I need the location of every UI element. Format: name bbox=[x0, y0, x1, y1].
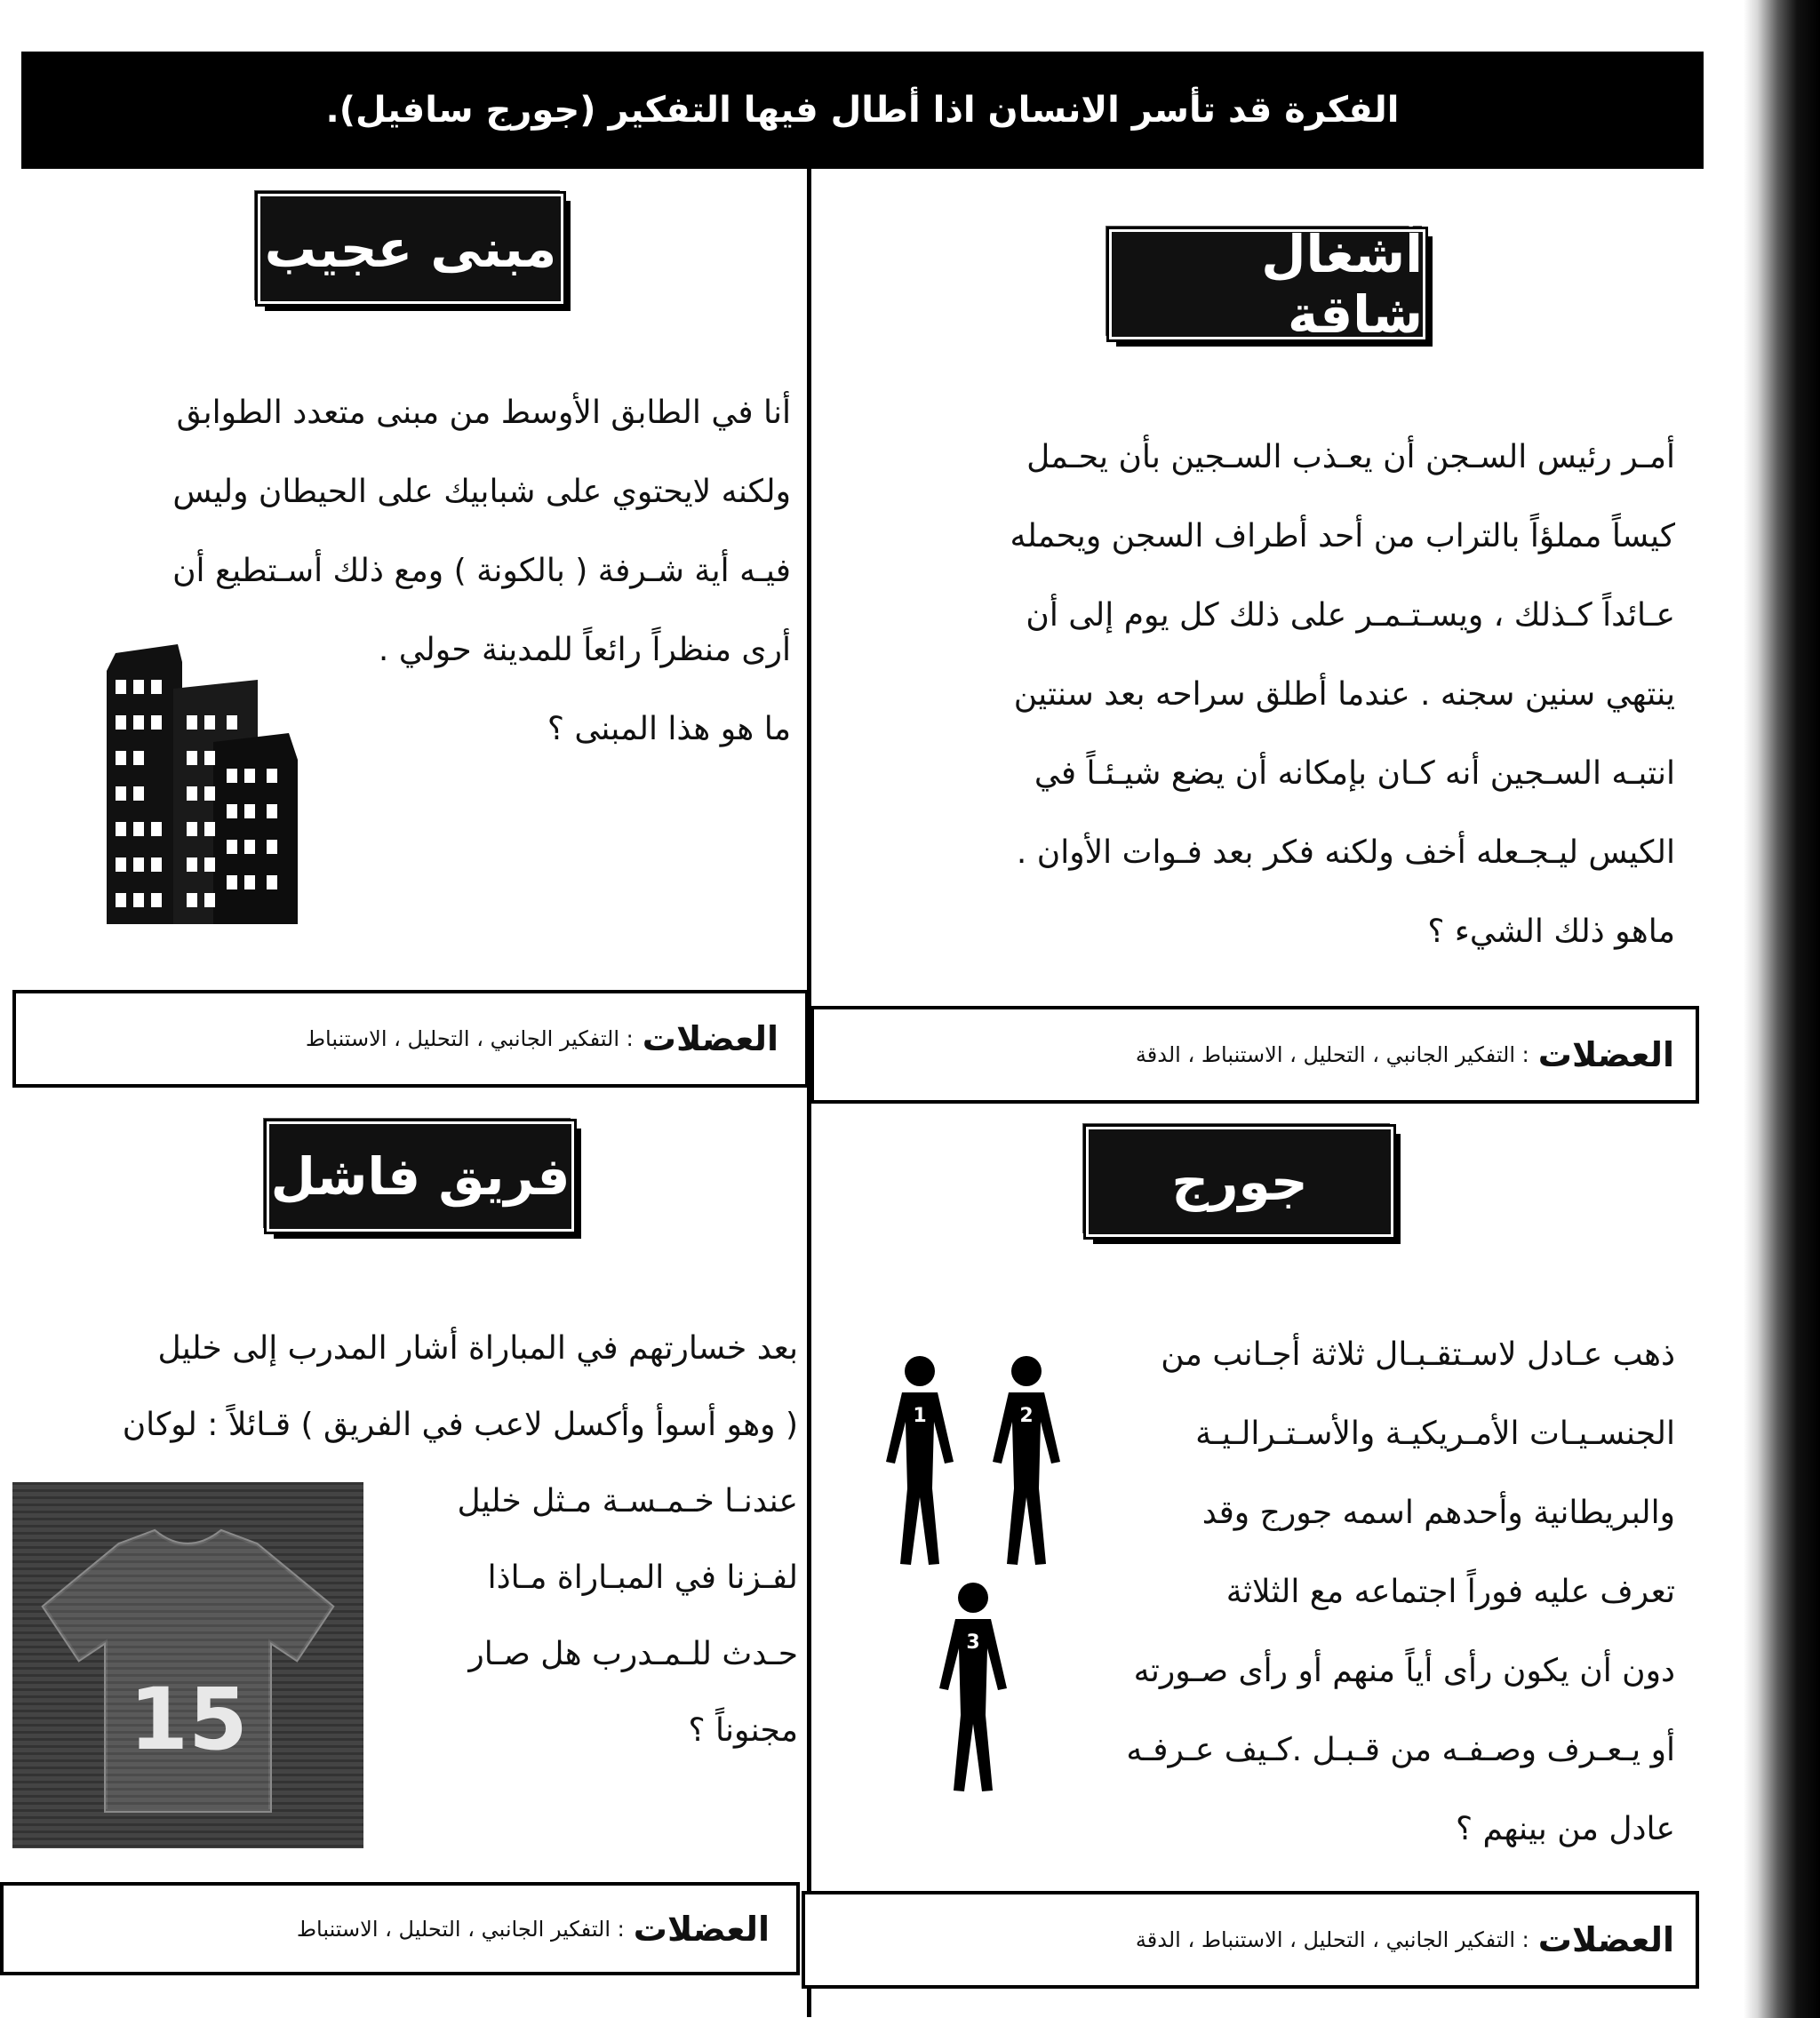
puzzle-line: فيـه أية شـرفة ( بالكونة ) ومع ذلك أسـتطيع أن bbox=[172, 553, 791, 589]
puzzle-line: بعد خسارتهم في المباراة أشار المدرب إلى خليل bbox=[157, 1330, 798, 1367]
puzzle-line: ولكنه لايحتوي على شبابيك على الحيطان وليس bbox=[172, 474, 791, 510]
puzzle-line: دون أن يكون رأى أياً منهم أو رأى صـورته bbox=[1133, 1653, 1675, 1689]
person-figures-icon bbox=[875, 1355, 1115, 1799]
puzzle-title-text: أشغال شاقة bbox=[1261, 224, 1423, 345]
puzzle-line: أنا في الطابق الأوسط من مبنى متعدد الطوابق bbox=[176, 395, 791, 431]
puzzle-line: ماهو ذلك الشيء ؟ bbox=[1427, 913, 1675, 950]
puzzle-line: لفـزنا في المبـاراة مـاذا bbox=[487, 1559, 798, 1596]
muscles-box-1 bbox=[810, 1006, 1699, 1104]
puzzle-text-1 bbox=[853, 418, 1675, 971]
puzzle-line: أرى منظراً رائعاً للمدينة حولي . bbox=[378, 632, 791, 668]
puzzle-line: والبريطانية وأحدهم اسمه جورج وقد bbox=[1201, 1495, 1675, 1531]
puzzle-title-text: فريق فاشل bbox=[270, 1146, 571, 1207]
muscles-label: العضلات bbox=[1537, 1920, 1674, 1959]
muscles-label: العضلات bbox=[642, 1019, 778, 1058]
muscles-label: العضلات bbox=[1537, 1035, 1674, 1074]
puzzle-line: ذهب عـادل لاسـتقـبـال ثلاثة أجـانب من bbox=[1161, 1336, 1675, 1373]
quote-text: الفكرة قد تأسر الانسان اذا أطال فيها التفكير (جورج سافيل). bbox=[325, 90, 1400, 131]
puzzle-line: كيساً مملؤاً بالتراب من أحد أطراف السجن ويحمله bbox=[1010, 518, 1675, 554]
puzzle-text-3 bbox=[1053, 1315, 1675, 1869]
puzzle-line: الكيس ليـجـعله أخف ولكنه فكر بعد فـوات الأوان . bbox=[1016, 834, 1675, 871]
figure-number: 2 bbox=[1019, 1405, 1034, 1427]
puzzle-line: ( وهو أسوأ وأكسل لاعب في الفريق ) قـائلاً : لوكان bbox=[122, 1407, 798, 1443]
figure-number: 3 bbox=[966, 1631, 980, 1654]
puzzle-line: ينتهي سنين سجنه . عندما أطلق سراحه بعد سنتين bbox=[1013, 676, 1675, 713]
muscles-box-2 bbox=[12, 990, 809, 1088]
puzzle-line: تعرف عليه فوراً اجتماعه مع الثلاثة bbox=[1225, 1574, 1675, 1610]
muscles-box-3 bbox=[802, 1891, 1699, 1989]
muscles-value: : التفكير الجانبي ، التحليل ، الاستنباط ، الدقة bbox=[1135, 1927, 1529, 1952]
puzzle-line: حـدث للـمـدرب هل صـار bbox=[468, 1636, 798, 1672]
right-edge-shadow bbox=[1744, 0, 1820, 2018]
puzzle-line: ما هو هذا المبنى ؟ bbox=[547, 711, 791, 747]
puzzle-line: أو يـعـرف وصـفـه من قـبـل .كـيف عـرفـه bbox=[1126, 1732, 1675, 1768]
puzzle-title-1 bbox=[1109, 224, 1425, 345]
puzzle-title-2 bbox=[258, 194, 563, 304]
puzzle-line: انتبـه السـجين أنه كـان بإمكانه أن يضع شيـئـاً في bbox=[1034, 755, 1675, 792]
figure-number: 1 bbox=[913, 1405, 927, 1427]
muscles-value: : التفكير الجانبي ، التحليل ، الاستنباط ، الدقة bbox=[1135, 1042, 1529, 1067]
muscles-value: : التفكير الجانبي ، التحليل ، الاستنباط bbox=[305, 1026, 634, 1051]
muscles-value: : التفكير الجانبي ، التحليل ، الاستنباط bbox=[296, 1916, 625, 1942]
puzzle-line: عادل من بينهم ؟ bbox=[1455, 1811, 1675, 1847]
muscles-box-4 bbox=[0, 1882, 800, 1975]
puzzle-line: عندنـا خـمـسـة مـثل خليل bbox=[457, 1483, 798, 1519]
puzzle-line: الجنسـيـات الأمـريكيـة والأسـتـرالـيـة bbox=[1195, 1416, 1675, 1452]
quote-banner bbox=[21, 52, 1704, 169]
puzzle-title-3 bbox=[1086, 1127, 1393, 1237]
building-icon bbox=[98, 644, 302, 924]
puzzle-line: أمـر رئيس السـجن أن يعـذب السـجين بأن يحـمل bbox=[1026, 439, 1675, 475]
shirt-icon bbox=[12, 1482, 363, 1848]
muscles-label: العضلات bbox=[633, 1909, 770, 1949]
puzzle-title-text: جورج bbox=[1171, 1152, 1308, 1212]
puzzle-line: مجنوناً ؟ bbox=[688, 1712, 798, 1749]
puzzle-title-text: مبنى عجيب bbox=[264, 219, 557, 279]
puzzle-line: عـائداً كـذلك ، ويسـتـمـر على ذلك كل يوم إلى أن bbox=[1026, 597, 1675, 634]
puzzle-title-4 bbox=[267, 1121, 574, 1232]
shirt-number: 15 bbox=[129, 1670, 248, 1769]
